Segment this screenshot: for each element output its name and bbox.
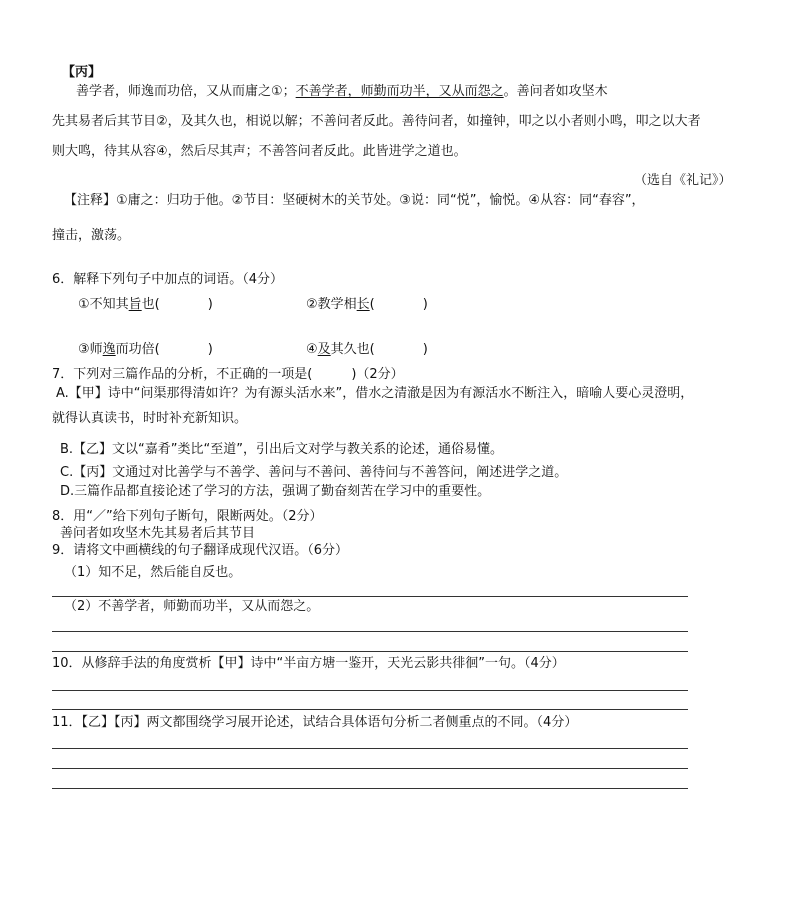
q6-key-word: 长: [356, 297, 370, 312]
q7-option-b: B.【乙】文以“嘉肴”类比“至道”，引出后文对学与教关系的论述，通俗易懂。: [60, 442, 503, 457]
q9-sentence-1: （1）知不足，然后能自反也。: [64, 565, 242, 580]
q6-item-text: ②教学相: [306, 297, 357, 312]
passage-source: （选自《礼记》）: [634, 173, 732, 188]
q7-option-c: C.【丙】文通过对比善学与不善学、善问与不善问、善待问与不善答问，阐述进学之道。: [60, 465, 568, 480]
q6-key-word: 及: [317, 342, 331, 357]
q6-item-text: 其久也(: [330, 342, 375, 357]
q6-item-text: ): [422, 342, 428, 357]
answer-line[interactable]: [52, 651, 688, 652]
q6-item-text: ): [207, 342, 213, 357]
answer-line[interactable]: [52, 631, 688, 632]
q6-item-text: (: [369, 297, 375, 312]
q6-item-text: ): [207, 297, 213, 312]
answer-line[interactable]: [52, 748, 688, 749]
q9-stem: 9．请将文中画横线的句子翻译成现代汉语。（6分）: [52, 543, 349, 558]
q6-key-word: 逸: [102, 342, 116, 357]
passage-line-1: [76, 83, 608, 101]
q6-item-text: ): [422, 297, 428, 312]
passage-line-3: 则大鸣，待其从容④，然后尽其声；不善答问者反此。此皆进学之道也。: [52, 144, 467, 159]
answer-line[interactable]: [52, 788, 688, 789]
passage-text: 。善问者如攻坚木: [503, 84, 608, 99]
q6-item-text: ①不知其: [78, 297, 129, 312]
q6-item-1: [78, 296, 213, 314]
q7-option-a: A.【甲】诗中“问渠那得清如许？为有源头活水来”，借水之清澈是因为有源活水不断注入，暗喻人要心灵澄明，: [56, 386, 694, 401]
passage-text: 善学者，师逸而功倍，又从而庸之①；: [76, 84, 296, 99]
q6-item-2: [306, 296, 428, 314]
q10-stem: 10．从修辞手法的角度赏析【甲】诗中“半亩方塘一鉴开，天光云影共徘徊”一句。（4分）: [52, 656, 565, 671]
q6-item-3: [78, 341, 213, 359]
underlined-sentence: 不善学者，师勤而功半，又从而怨之: [295, 84, 504, 99]
answer-line[interactable]: [52, 596, 688, 597]
q7-option-a-cont: 就得认真读书，时时补充新知识。: [52, 411, 248, 426]
passage-line-2: 先其易者后其节目②，及其久也，相说以解；不善问者反此。善待问者，如撞钟，叩之以小者则小鸣，叩之以大者: [52, 114, 701, 129]
passage-notes-cont: 撞击，激荡。: [52, 228, 131, 243]
passage-heading: 【丙】: [62, 65, 102, 80]
q9-sentence-2: （2）不善学者，师勤而功半，又从而怨之。: [64, 599, 320, 614]
q6-item-text: ③师: [78, 342, 103, 357]
answer-line[interactable]: [52, 690, 688, 691]
answer-line[interactable]: [52, 768, 688, 769]
q7-option-d: D.三篇作品都直接论述了学习的方法，强调了勤奋刻苦在学习中的重要性。: [60, 484, 491, 499]
q6-stem: 6．解释下列句子中加点的词语。（4分）: [52, 272, 284, 287]
answer-line[interactable]: [52, 709, 688, 710]
q6-item-4: [306, 341, 428, 359]
q6-item-text: 也(: [141, 297, 160, 312]
q6-item-text: 而功倍(: [115, 342, 160, 357]
q8-stem: 8．用“／”给下列句子断句，限断两处。（2分）: [52, 509, 323, 524]
q6-key-word: 旨: [128, 297, 142, 312]
q7-stem: 7．下列对三篇作品的分析，不正确的一项是( )（2分）: [52, 367, 404, 382]
q6-item-text: ④: [306, 342, 318, 357]
q8-sentence: 善问者如攻坚木先其易者后其节目: [60, 526, 256, 541]
q11-stem: 11．【乙】【丙】两文都围绕学习展开论述，试结合具体语句分析二者侧重点的不同。（4分）: [52, 715, 578, 730]
passage-notes: 【注释】①庸之：归功于他。②节目：坚硬树木的关节处。③说：同“悦”，愉悦。④从容：同“春容”，: [64, 193, 645, 208]
